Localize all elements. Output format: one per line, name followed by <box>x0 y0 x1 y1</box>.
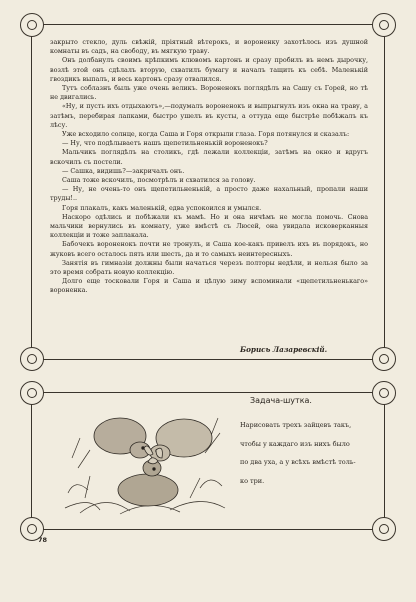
story-paragraph: Долго еще тосковали Горя и Саша и цѣлую зиму вспоминали «щепетильненькаго» вороненка. <box>50 277 368 295</box>
story-paragraph: Тутъ соблазнъ быль уже очень великъ. Вороненокъ поглядѣлъ на Сашу съ Горей, но тѣ не двигались. <box>50 84 368 102</box>
puzzle-line: по два уха, а у всѣхъ вмѣстѣ толь- <box>240 458 356 466</box>
three-hares-engraving <box>60 398 230 516</box>
story-paragraph: Занятія въ гимназіи должны были начаться черезъ полторы недѣли, и нельзя было за это время собрать новую коллекцію. <box>50 258 368 277</box>
story-paragraph: Саша тоже вскочилъ, посмотрѣлъ и схватился за голову. <box>62 176 256 185</box>
frame-corner-ornament <box>372 347 396 371</box>
story-paragraph: Горя плакалъ, какъ маленькій, едва успокоился и умылся. <box>62 203 262 212</box>
story-paragraph: «Ну, и пусть ихъ отдыхаютъ»,—подумалъ вороненокъ и выпрыгнулъ изъ окна на траву, а затѣмъ, перебирая лапками, быстро ушелъ въ кусты, а оттуда еще быстрѣе побѣжалъ къ лѣсу. <box>50 102 368 129</box>
author-signature: Борись Лазаревскій. <box>240 345 328 354</box>
story-paragraph: Бабочекъ вороненокъ почти не тронулъ, и Саша кое-какъ привелъ ихъ въ порядокъ, но жуковъ всего осталось пять или шесть, да и то самыхъ неинтересныхъ. <box>50 240 368 258</box>
story-paragraph: Наскоро одѣлись и побѣжали къ мамѣ. Но и она ничѣмъ не могла помочь. Снова мальчики вернулись въ комнату, уже вмѣстѣ съ Люсей, она увидала исковерканныя коллекціи и тоже заплакала. <box>50 212 368 240</box>
puzzle-line: чтобы у каждаго изъ нихъ было <box>240 439 350 448</box>
puzzle-text <box>240 420 374 494</box>
frame-corner-ornament <box>372 381 396 405</box>
hare-bottom <box>118 460 178 506</box>
frame-corner-ornament <box>20 13 44 37</box>
story-paragraph: закрыто стекло, дуль свѣжій, пріятный вѣтерокъ, и вороненку захотѣлось изъ душной комнаты въ садъ, на свободу, въ мягкую траву. <box>50 38 368 56</box>
story-paragraph: — Сашка, видишь?—закричалъ онъ. <box>62 166 185 175</box>
story-paragraph: — Ну, что подѣлываетъ нашъ щепетильненькій вороненокъ? <box>62 139 268 148</box>
frame-corner-ornament <box>372 517 396 541</box>
puzzle-title: Задача-шутка. <box>250 396 312 405</box>
puzzle-line: ко три. <box>240 476 265 485</box>
frame-corner-ornament <box>20 381 44 405</box>
story-paragraph: Онъ долбанулъ своимъ крѣпкимъ клювомъ картонъ и сразу пробилъ въ немъ дырочку, возлѣ этой онъ сдѣлалъ вторую, схватилъ бумагу и началъ тащить къ себѣ. Маленькій гвоздикъ выпалъ, и весь картонъ сразу отвалился. <box>50 56 368 83</box>
frame-corner-ornament <box>372 13 396 37</box>
frame-corner-ornament <box>20 347 44 371</box>
puzzle-line: Нарисовать трехъ зайцевъ такъ, <box>240 421 352 429</box>
page-number: 78 <box>38 536 48 544</box>
story-paragraph: Мальчикъ поглядѣлъ на столикъ, гдѣ лежали коллекціи, затѣмъ на окно и вдругъ вскочилъ съ постели. <box>50 148 368 166</box>
hare-left <box>94 418 150 458</box>
story-paragraph: Уже всходило солнце, когда Саша и Горя открыли глаза. Горя потянулся и сказалъ: <box>62 130 350 139</box>
story-text <box>50 38 368 296</box>
story-paragraph: — Ну, не очень-то онъ щепетильненькій, а просто даже нахальный, пропали наши труды!.. <box>50 185 368 203</box>
